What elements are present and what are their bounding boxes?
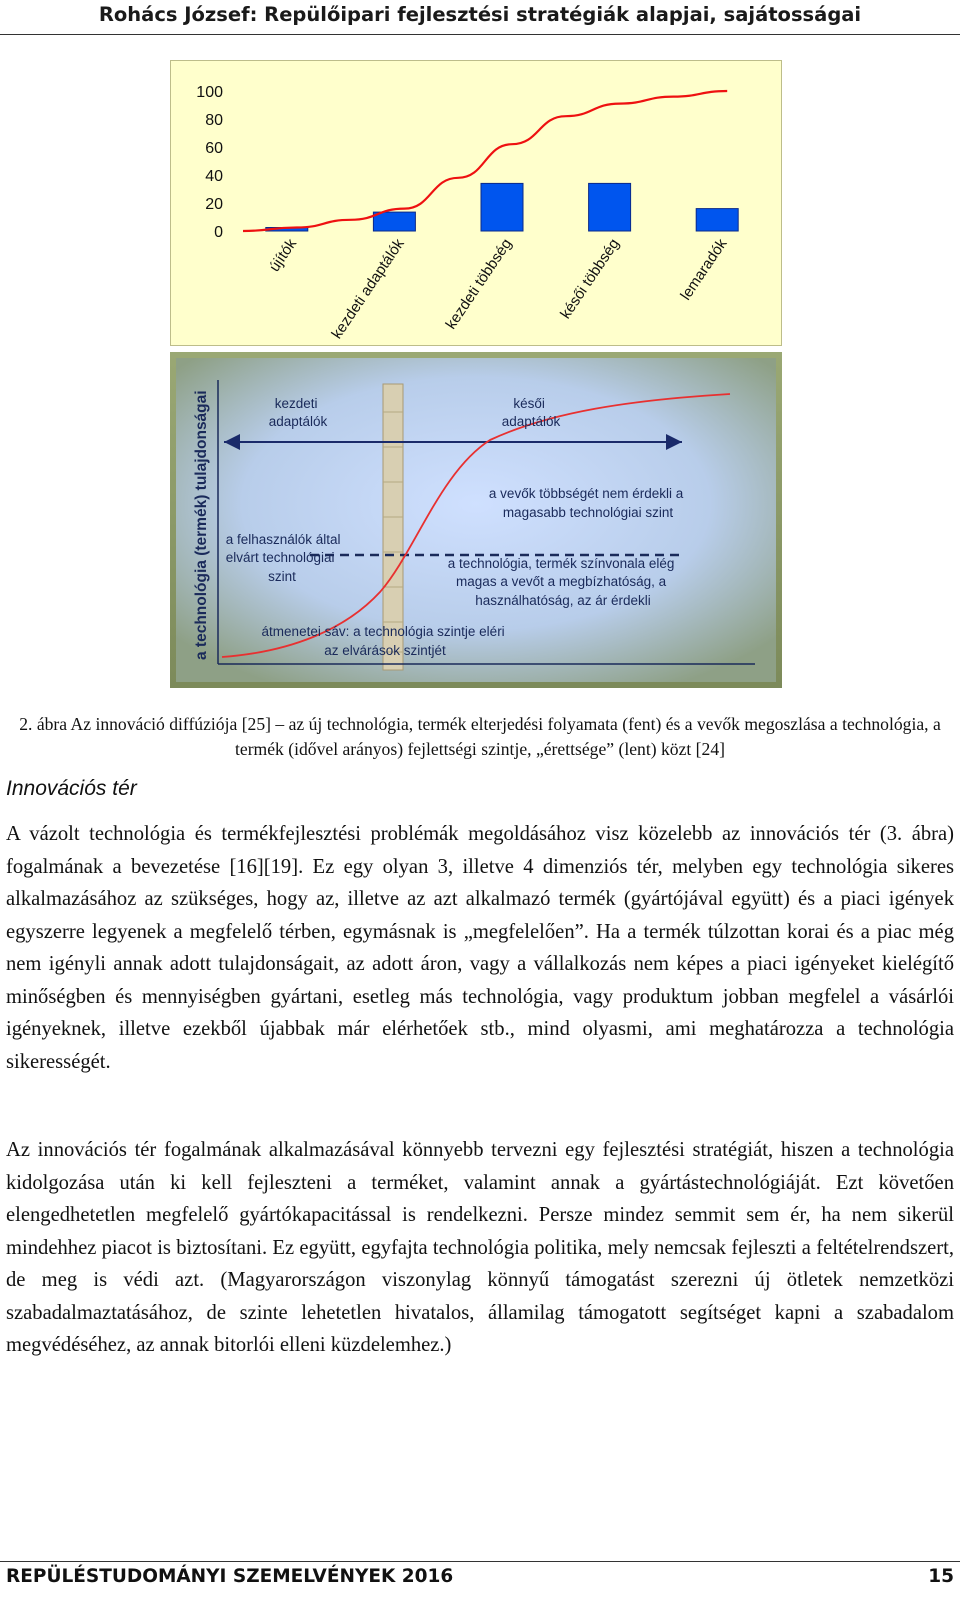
bar [373, 212, 415, 231]
body-paragraph-1: A vázolt technológia és termékfejlesztési problémák megoldásához visz közelebb az innovációs tér (3. ábra) fogalmának a bevezetése [16][19]. Ez egy olyan 3, illetve 4 dimenziós tér, melyben egy technológia sikeres alkalmazásához az szükséges, hogy az, illetve az azt alkalmazó termék (gyártójával együtt) és a piaci igények egyszerre legyenek a megfelelő térben, egymásnak is „megfelelően”. Ha a termék túlzottan korai és a piac még nem igényli annak adott tulajdonságait, az adott áron, vagy a vállalkozás nem képes a piaci igényeket kielégítő minőségben és mennyiségben gyártani, esetleg más technológia, vagy produktum jobban megfelel a vásárlói igényeknek, illetve ezekből újabbak már elérhetőek stb., mind olyasmi, ami meghatározza a technológia sikerességét. [6, 823, 954, 1073]
technology-level-svg [170, 352, 782, 688]
bar [481, 183, 523, 231]
page-number: 15 [928, 1566, 954, 1587]
technology-level-diagram [170, 352, 782, 688]
y-tick-label: 0 [214, 224, 223, 241]
journal-name: REPÜLÉSTUDOMÁNYI SZEMELVÉNYEK 2016 [6, 1566, 454, 1587]
bar [589, 183, 631, 231]
body-paragraph-2: Az innovációs tér fogalmának alkalmazásával könnyebb tervezni egy fejlesztési stratégiát, hiszen a technológia kidolgozása után ki kell fejleszteni a terméket, valamint annak a gyártástechnológiáját. Ezt követően elengedhetetlen megfelelő gyártókapacitással is rendelkezni. Persze mindez semmit sem ér, ha nem sikerül mindehhez piacot is biztosítani. Ez együtt, egyfajta technológia politika, mely nemcsak fejleszti a feltételrendszert, de meg is védi azt. (Magyarországon viszonylag könnyű támogatást szerezni új ötletek nemzetközi szabadalmaztatásához, de szinte lehetetlen hivatalos, államilag támogatott segítséget kapni a szabadalom megvédéséhez, az annak bitorlói elleni küzdelemhez.) [6, 1139, 954, 1356]
diffusion-chart [170, 60, 782, 346]
category-label: kezdeti többség [442, 235, 516, 333]
y-axis-label: a technológia (termék) tulajdonságai [193, 390, 210, 660]
y-tick-label: 20 [205, 196, 223, 213]
footer-divider [0, 1561, 960, 1562]
category-label: lemaradók [677, 235, 731, 304]
section-heading: Innovációs tér [6, 777, 137, 800]
y-tick-label: 100 [196, 84, 223, 101]
y-tick-label: 40 [205, 168, 223, 185]
transition-label: átmenetei sáv: a technológia szintje eléri az elvárások szintjét [261, 624, 505, 658]
user-expected-label: a felhasználók által elvárt technológiai szint [225, 532, 341, 584]
figure-caption: 2. ábra Az innováció diffúziója [25] – az új technológia, termék elterjedési folyamata (fent) és a vevők megoszlása a technológia, a termék (idővel arányos) fejlettségi szintje, „érettsége” (lent) közt [24] [19, 714, 941, 759]
y-tick-label: 60 [205, 140, 223, 157]
category-label: késői többség [557, 235, 623, 322]
late-adopters-label: késői adaptálók [501, 396, 561, 429]
running-header: Rohács József: Repülőipari fejlesztési stratégiák alapjai, sajátosságai [98, 3, 862, 26]
majority-not-interested-label: a vevők többségét nem érdekli a magasabb technológiai szint [488, 486, 684, 520]
bar [696, 209, 738, 231]
category-label: újítók [265, 235, 301, 275]
diffusion-chart-svg [171, 61, 782, 346]
category-label: kezdeti adaptálók [328, 235, 408, 343]
early-adopters-label: kezdeti adaptálók [268, 396, 328, 429]
header-divider [0, 34, 960, 35]
level-enough-label: a technológia, termék színvonala elég magas a vevőt a megbízhatóság, a használhatóság, az ár érdekli [447, 556, 675, 608]
y-tick-label: 80 [205, 112, 223, 129]
